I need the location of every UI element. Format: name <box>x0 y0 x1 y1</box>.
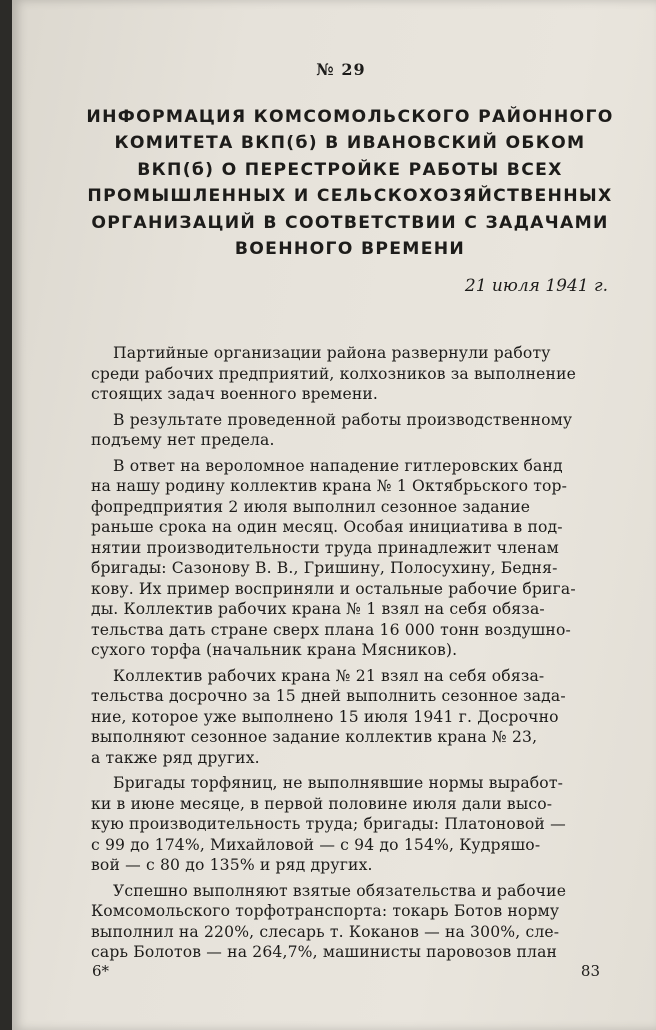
page-number: 83 <box>580 962 600 980</box>
document-date: 21 июля 1941 г. <box>464 276 608 296</box>
paragraph: Коллектив рабочих крана № 21 взял на себя обяза- тельства досрочно за 15 дней выполнить сезонное зада- ние, которое уже выполнено 15 июля 1941 г. Досрочно выполняют сезонное задание коллектив крана № 23, а также ряд других. <box>91 666 566 767</box>
paragraph: Бригады торфяниц, не выполнявшие нормы выработ- ки в июне месяце, в первой половине июля дали высо- кую производительность труда; бригады: Платоновой — с 99 до 174%, Михайловой — с 94 до 154%, Кудряшо- вой — с 80 до 135% и ряд других. <box>91 774 566 874</box>
printer-signature-mark: 6* <box>92 962 110 980</box>
paragraph: В ответ на вероломное нападение гитлеровских банд на нашу родину коллектив крана № 1 Октябрьского тор- фопредприятия 2 июля выполнил сезонное задание раньше срока на один месяц. Особая инициатива в под- нятии производительности труда принадлежит членам бригады: Сазонову В. В., Гришину, Полосухину, Бедня- кову. Их пример восприняли и остальные рабочие бригa- ды. Коллектив рабочих крана № 1 взял на себя обяза- тельства дать стране сверх плана 16 000 тонн воздушно- сухого торфа (начальник крана Мясников). <box>91 456 576 659</box>
paragraph: Партийные организации района развернули работу среди рабочих предприятий, колхозников за выполнение стоящих задач военного времени. <box>91 344 577 403</box>
document-title: ИНФОРМАЦИЯ КОМСОМОЛЬСКОГО РАЙОННОГО КОМИТЕТА ВКП(б) В ИВАНОВСКИЙ ОБКОМ ВКП(б) О ПЕРЕСТРОЙКЕ РАБОТЫ ВСЕХ ПРОМЫШЛЕННЫХ И СЕЛЬСКОХОЗЯЙСТВЕННЫХ ОРГАНИЗАЦИЙ В СООТВЕТСТВИИ С ЗАДАЧАМИ ВОЕННОГО ВРЕМЕНИ <box>86 107 614 260</box>
paragraph: Успешно выполняют взятые обязательства и рабочие Комсомольского торфотранспорта: токарь Ботов норму выполнил на 220%, слесарь т. Коканов — на 300%, сле- сарь Болотов — на 264,7%, машинисты паровозов план <box>91 881 567 961</box>
document-body <box>91 343 617 968</box>
book-page <box>12 0 656 1030</box>
document-number: № 29 <box>316 60 366 79</box>
paragraph: В результате проведенной работы производственному подъему нет предела. <box>91 410 573 449</box>
